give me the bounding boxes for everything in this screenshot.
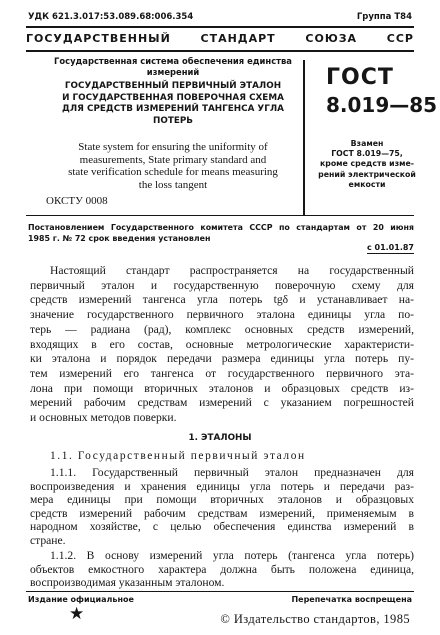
decree-text <box>28 222 414 244</box>
section-heading: 1. ЭТАЛОНЫ <box>188 433 252 443</box>
paragraph-line: объектов емкостного характера должна быть положена единица, <box>30 562 414 576</box>
replaces-note <box>312 139 422 190</box>
title-line: И ГОСУДАРСТВЕННАЯ ПОВЕРОЧНАЯ СХЕМА <box>62 92 284 103</box>
paragraph-1-1-1 <box>30 466 414 548</box>
english-title <box>50 141 296 191</box>
group-code: Группа Т84 <box>356 12 412 22</box>
english-title-line: State system for ensuring the uniformity of <box>78 141 268 153</box>
title-divider <box>303 60 305 215</box>
paragraph-line: 1.1.1. Государственный первичный эталон предназначен для <box>50 466 414 479</box>
gost-label: ГОСТ <box>326 65 394 90</box>
copyright: © Издательство стандартов, 1985 <box>220 612 410 626</box>
udk-code: УДК 621.3.017:53.089.68:006.354 <box>28 12 194 22</box>
paragraph-line: мера единицы при помощи вторичных эталонов и образцовых <box>30 493 414 507</box>
title-line: ДЛЯ СРЕДСТВ ИЗМЕРЕНИЙ ТАНГЕНСА УГЛА <box>62 104 284 114</box>
standard-banner: ГОСУДАРСТВЕННЫЙ СТАНДАРТ СОЮЗА ССР <box>26 32 414 45</box>
english-title-line: state verification schedule for means measuring <box>68 166 278 178</box>
paragraph-line: средств измерений тангенса угла потерь tgδ и устанавливает на- <box>30 293 414 307</box>
paragraph-line: ки эталона и порядок передачи размера единицы угла потерь пу- <box>30 352 414 366</box>
paragraph-line: средств измерений рабочим средствам измерений, применяемым в <box>30 506 414 520</box>
title-line: ГОСУДАРСТВЕННЫЙ ПЕРВИЧНЫЙ ЭТАЛОН <box>64 81 282 91</box>
paragraph-line: стране. <box>30 533 66 547</box>
system-title-line: Государственная система обеспечения единства <box>54 56 292 66</box>
paragraph-line: терь — радиана (рад), комплекс основных средств измерений, <box>30 322 414 336</box>
paragraph-line: 1.1.2. В основу измерений угла потерь (тангенса угла потерь) <box>50 549 414 562</box>
paragraph-line: тем измерений его тангенса от государственного первичного эта- <box>30 366 414 380</box>
effective-date: с 01.01.87 <box>366 243 414 252</box>
paragraph-line: первичный эталон и государственную поверочную схему для <box>30 278 414 292</box>
paragraph-line: мерений рабочим средствам измерений с указанием погрешностей <box>30 396 414 410</box>
replaces-line: рений электрической <box>318 169 416 179</box>
system-title-line: измерений <box>146 67 200 77</box>
decree-line: 1985 г. № 72 срок введения установлен <box>28 234 211 243</box>
intro-paragraph <box>30 264 414 426</box>
reprint-notice: Перепечатка воспрещена <box>291 595 412 604</box>
paragraph-line: народном хозяйстве, с целью обеспечения единства измерений в <box>30 520 414 534</box>
replaces-line: емкости <box>348 179 386 189</box>
paragraph-line: значение государственного первичного эталона единицы угла по- <box>30 308 414 322</box>
footer-rule <box>26 591 414 592</box>
okstu-code: ОКСТУ 0008 <box>46 195 108 207</box>
banner-rule <box>26 50 414 52</box>
title-line: ПОТЕРЬ <box>152 115 193 126</box>
replaces-line: ГОСТ 8.019—75, <box>331 149 403 159</box>
paragraph-1-1-2 <box>30 549 414 590</box>
top-rule <box>26 26 414 28</box>
official-edition: Издание официальное <box>28 595 134 604</box>
english-title-line: measurements, State primary standard and <box>79 153 267 166</box>
paragraph-line: воспроизводимая указанным эталоном. <box>30 576 225 590</box>
replaces-line: Взамен <box>350 139 384 148</box>
system-title <box>50 56 296 78</box>
decree-line: Постановлением Государственного комитета СССР по стандартам от 20 июня <box>28 223 414 232</box>
decree-rule <box>26 215 414 216</box>
gost-number: 8.019—85 <box>326 93 438 117</box>
paragraph-line: воспроизведения и хранения единицы угла потерь и передачи раз- <box>30 479 414 493</box>
english-title-line: the loss tangent <box>138 178 208 191</box>
replaces-line: кроме средств изме- <box>319 159 415 169</box>
paragraph-line: Настоящий стандарт распространяется на государственный <box>50 264 414 277</box>
standard-title <box>50 81 296 127</box>
paragraph-line: и основных методов поверки. <box>30 411 177 425</box>
paragraph-line: лона при помощи вторичных эталонов и образцовых средств из- <box>30 381 414 395</box>
paragraph-line: входящих в его состав, основные метрологические характеристи- <box>30 337 414 351</box>
star-icon: ★ <box>69 604 85 623</box>
subsection-heading: 1.1. Государственный первичный эталон <box>50 450 306 462</box>
